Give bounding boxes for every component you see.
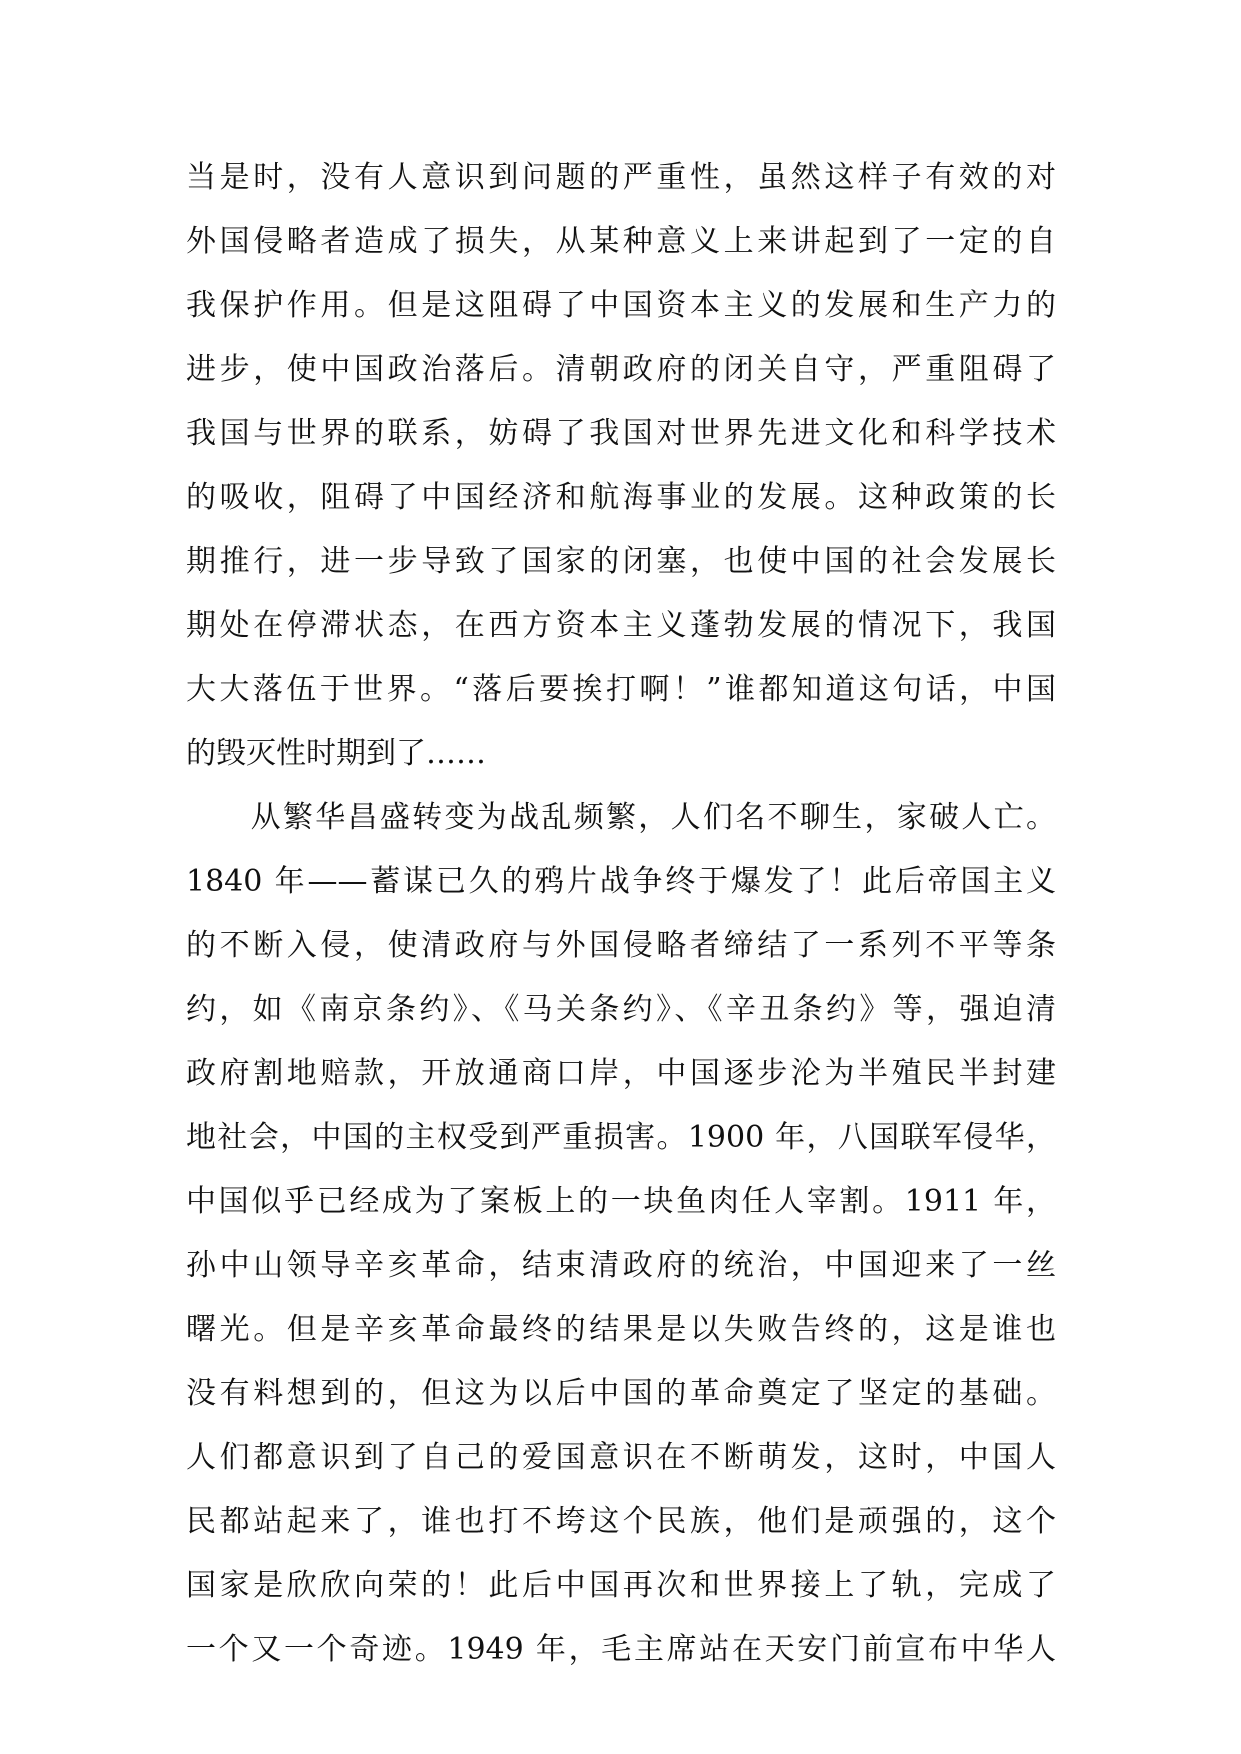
text-line: 国家是欣欣向荣的！此后中国再次和世界接上了轨，完成了 <box>186 1568 1056 1603</box>
text-line: 一个又一个奇迹。1949 年，毛主席站在天安门前宣布中华人 <box>186 1632 1056 1667</box>
text-line: 期推行，进一步导致了国家的闭塞，也使中国的社会发展长 <box>186 544 1056 579</box>
body-text <box>186 158 1056 1694</box>
text-line: 地社会，中国的主权受到严重损害。1900 年，八国联军侵华， <box>186 1120 1056 1155</box>
text-line: 曙光。但是辛亥革命最终的结果是以失败告终的，这是谁也 <box>186 1312 1056 1347</box>
text-line: 我保护作用。但是这阻碍了中国资本主义的发展和生产力的 <box>186 288 1056 323</box>
text-line: 约，如《南京条约》、《马关条约》、《辛丑条约》等，强迫清 <box>186 992 1056 1027</box>
text-line: 1840 年——蓄谋已久的鸦片战争终于爆发了！此后帝国主义 <box>186 864 1056 899</box>
text-line: 孙中山领导辛亥革命，结束清政府的统治，中国迎来了一丝 <box>186 1248 1056 1283</box>
text-line: 外国侵略者造成了损失，从某种意义上来讲起到了一定的自 <box>186 224 1056 259</box>
text-line: 当是时，没有人意识到问题的严重性，虽然这样子有效的对 <box>186 160 1056 195</box>
text-line: 进步，使中国政治落后。清朝政府的闭关自守，严重阻碍了 <box>186 352 1056 387</box>
text-line: 的不断入侵，使清政府与外国侵略者缔结了一系列不平等条 <box>186 928 1056 963</box>
paragraph-start-line: 从繁华昌盛转变为战乱频繁，人们名不聊生，家破人亡。 <box>186 800 1056 835</box>
text-line: 我国与世界的联系，妨碍了我国对世界先进文化和科学技术 <box>186 416 1056 451</box>
text-line: 期处在停滞状态，在西方资本主义蓬勃发展的情况下，我国 <box>186 608 1056 643</box>
text-line: 政府割地赔款，开放通商口岸，中国逐步沦为半殖民半封建 <box>186 1056 1056 1091</box>
paragraph-end-line: 的毁灭性时期到了…… <box>186 736 486 771</box>
text-line: 没有料想到的，但这为以后中国的革命奠定了坚定的基础。 <box>186 1376 1056 1411</box>
text-line: 中国似乎已经成为了案板上的一块鱼肉任人宰割。1911 年， <box>186 1184 1056 1219</box>
text-line: 大大落伍于世界。“落后要挨打啊！”谁都知道这句话，中国 <box>186 672 1056 707</box>
text-line: 人们都意识到了自己的爱国意识在不断萌发，这时，中国人 <box>186 1440 1056 1475</box>
text-line: 的吸收，阻碍了中国经济和航海事业的发展。这种政策的长 <box>186 480 1056 515</box>
text-line: 民都站起来了，谁也打不垮这个民族，他们是顽强的，这个 <box>186 1504 1056 1539</box>
